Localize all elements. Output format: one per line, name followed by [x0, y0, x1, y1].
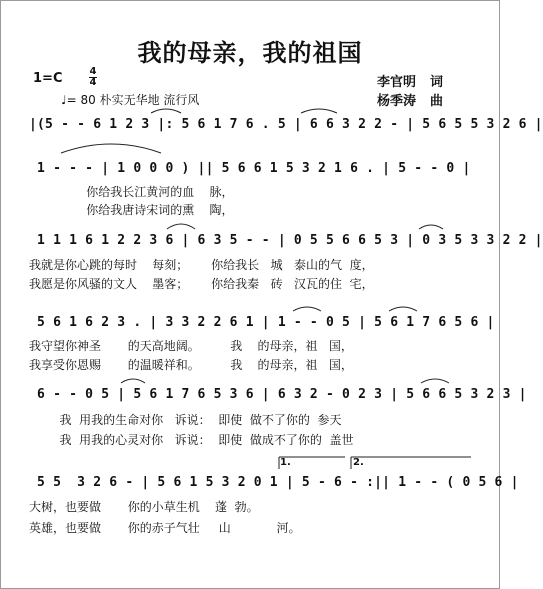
- lyric-line-2-verse-2: 你给我唐诗宋词的熏 陶，: [29, 203, 234, 217]
- notation-line-5: 6 - - 0 5 | 5 6 1 7 6 5 3 6 | 6 3 2 - 0 2 3 | 5 6 6 5 3 2 3 |: [29, 387, 527, 402]
- lyric-line-3-verse-1: 我就是你心跳的每时 每刻； 你给我长 城 泰山的气 度，: [29, 258, 374, 272]
- key-signature: 1=C: [33, 71, 63, 86]
- lyric-line-4-verse-2: 我享受你恩赐 的温暖祥和。 我 的母亲，祖 国，: [29, 358, 353, 372]
- notation-line-4: 5 6 1 6 2 3 . | 3 3 2 2 6 1 | 1 - - 0 5 | 5 6 1 7 6 5 6 |: [29, 315, 495, 330]
- notation-line-1: |(5 - - 6 1 2 3 |: 5 6 1 7 6 . 5 | 6 6 3 2 2 - | 5 6 5 5 3 2 6 |: [29, 117, 543, 132]
- slur: [389, 307, 417, 311]
- slur: [151, 109, 181, 113]
- composer-role: 曲: [430, 94, 444, 109]
- slur: [421, 379, 449, 383]
- time-signature: [89, 67, 97, 88]
- slur: [121, 379, 145, 383]
- lyricist-credit: [377, 71, 443, 90]
- meter-bottom: 4: [89, 77, 97, 88]
- slur: [419, 225, 443, 229]
- lyric-line-6-verse-2: 英雄，也要做 你的赤子气壮 山 河。: [29, 521, 301, 535]
- lyric-line-2-verse-1: 你给我长江黄河的血 脉，: [29, 185, 234, 199]
- notation-line-2: 1 - - - | 1 0 0 0 ) || 5 6 6 1 5 3 2 1 6 . | 5 - - 0 |: [29, 161, 471, 176]
- tempo-marking: ♩= 80 朴实无华地 流行风: [61, 93, 200, 107]
- volta-2-label: 2.: [353, 457, 364, 468]
- lyricist-role: 词: [430, 75, 444, 90]
- notation-line-3: 1 1 1 6 1 2 2 3 6 | 6 3 5 - - | 0 5 5 6 6 5 3 | 0 3 5 3 3 2 2 |: [29, 233, 543, 248]
- slur: [167, 224, 195, 229]
- lyric-line-5-verse-2: 我 用我的心灵对你 诉说： 即使 做成不了你的 盖世: [29, 433, 354, 447]
- composer-credit: [377, 90, 443, 109]
- slur: [301, 109, 337, 113]
- composer-name: 杨季涛: [377, 94, 417, 109]
- lyric-line-6-verse-1: 大树，也要做 你的小草生机 蓬 勃。: [29, 500, 259, 514]
- slur: [61, 144, 161, 153]
- slur: [293, 307, 321, 311]
- lyric-line-3-verse-2: 我愿是你风骚的文人 墨客； 你给我秦 砖 汉瓦的住 宅，: [29, 277, 374, 291]
- notation-line-6: 5 5 3 2 6 - | 5 6 1 5 3 2 0 1 | 5 - 6 - :|| 1 - - ( 0 5 6 |: [29, 475, 519, 490]
- lyric-line-5-verse-1: 我 用我的生命对你 诉说： 即使 做不了你的 参天: [29, 413, 342, 427]
- volta-1-label: 1.: [280, 457, 291, 468]
- song-title: 我的母亲，我的祖国: [137, 39, 363, 67]
- lyricist-name: 李官明: [377, 75, 417, 90]
- lyric-line-4-verse-1: 我守望你神圣 的天高地阔。 我 的母亲，祖 国，: [29, 339, 353, 353]
- meter-top: 4: [89, 66, 97, 77]
